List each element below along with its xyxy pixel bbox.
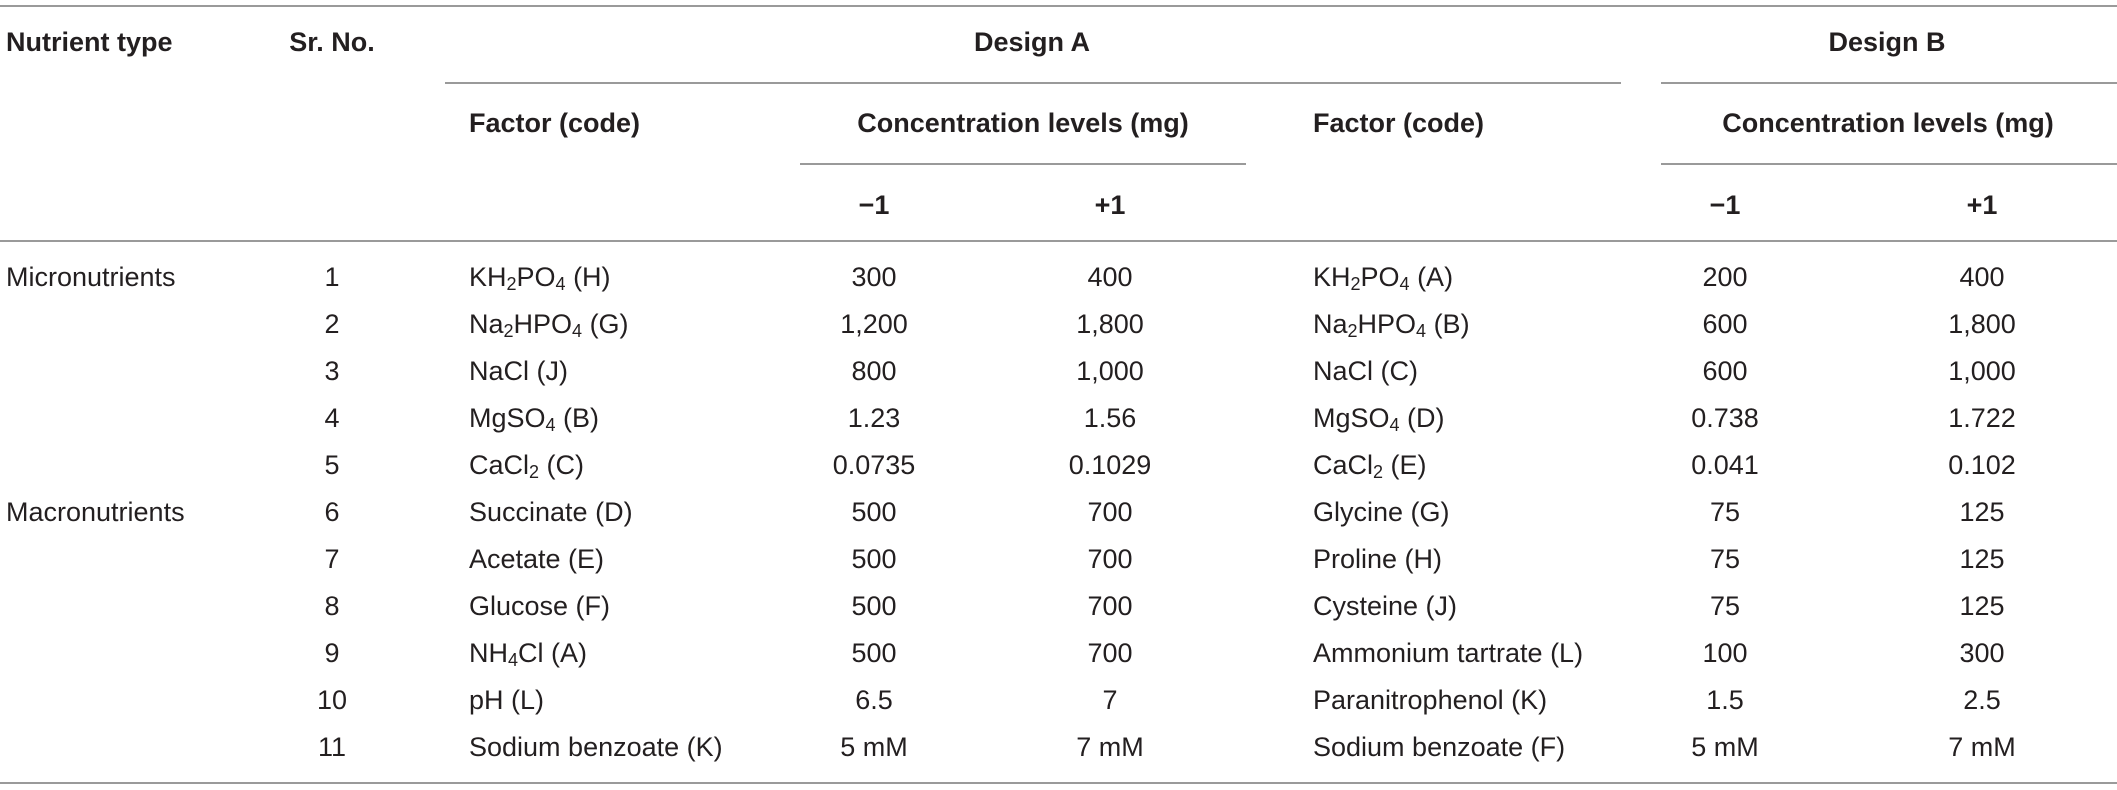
design-b-plus-cell: 1,000 <box>1948 356 2016 386</box>
factor-a-cell <box>469 449 584 481</box>
header-design-a: Design A <box>973 27 1091 57</box>
table-top-rule <box>0 5 2117 7</box>
design-a-plus-cell: 700 <box>1087 544 1133 574</box>
sr-no-cell: 6 <box>324 497 340 527</box>
formula-text: PO <box>516 262 556 292</box>
formula-subscript: 4 <box>1389 415 1400 435</box>
design-a-plus-cell: 1.56 <box>1083 403 1137 433</box>
design-b-minus-cell: 600 <box>1702 356 1748 386</box>
formula-subscript: 2 <box>1347 321 1358 341</box>
factor-b-cell <box>1313 731 1565 763</box>
table-bottom-rule <box>0 782 2117 784</box>
formula-text: (G) <box>582 309 629 339</box>
formula-subscript: 2 <box>1350 274 1361 294</box>
formula-text: Cl (A) <box>518 638 588 668</box>
factor-a-cell <box>469 355 568 387</box>
design-a-minus-cell: 500 <box>851 497 897 527</box>
design-b-plus-cell: 400 <box>1959 262 2005 292</box>
formula-text: NaCl (C) <box>1313 356 1418 386</box>
formula-subscript: 2 <box>506 274 517 294</box>
design-b-plus-cell: 125 <box>1959 497 2005 527</box>
factor-b-cell <box>1313 590 1457 622</box>
factor-a-cell <box>469 543 604 575</box>
design-b-plus-cell: 125 <box>1959 591 2005 621</box>
formula-subscript: 4 <box>555 274 566 294</box>
group-label: Macronutrients <box>6 497 185 527</box>
header-factor-code-b: Factor (code) <box>1313 108 1485 138</box>
conc-b-rule <box>1661 163 2117 165</box>
factor-b-cell <box>1313 355 1418 387</box>
formula-subscript: 2 <box>529 462 540 482</box>
formula-subscript: 4 <box>572 321 583 341</box>
sr-no-cell: 9 <box>324 638 340 668</box>
header-plus-a: +1 <box>1094 190 1126 220</box>
formula-subscript: 2 <box>503 321 514 341</box>
design-b-minus-cell: 75 <box>1709 544 1741 574</box>
formula-text: Sodium benzoate (F) <box>1313 732 1566 762</box>
design-a-plus-cell: 7 mM <box>1076 732 1144 762</box>
header-conc-levels-b: Concentration levels (mg) <box>1722 108 2054 138</box>
sr-no-cell: 10 <box>316 685 348 715</box>
design-b-plus-cell: 1.722 <box>1948 403 2016 433</box>
formula-text: KH <box>1313 262 1351 292</box>
design-b-plus-cell: 7 mM <box>1948 732 2016 762</box>
formula-text: (B) <box>1426 309 1470 339</box>
formula-text: Paranitrophenol (K) <box>1313 685 1548 715</box>
formula-subscript: 4 <box>545 415 556 435</box>
design-b-plus-cell: 300 <box>1959 638 2005 668</box>
header-minus-a: −1 <box>858 190 890 220</box>
design-b-minus-cell: 1.5 <box>1706 685 1744 715</box>
design-a-rule <box>445 82 1621 84</box>
group-label: Micronutrients <box>6 262 176 292</box>
formula-subscript: 2 <box>1373 462 1384 482</box>
sr-no-cell: 3 <box>324 356 340 386</box>
formula-text: pH (L) <box>469 685 545 715</box>
factor-b-cell <box>1313 637 1583 669</box>
design-b-minus-cell: 100 <box>1702 638 1748 668</box>
design-a-plus-cell: 700 <box>1087 638 1133 668</box>
design-b-minus-cell: 600 <box>1702 309 1748 339</box>
factor-a-cell <box>469 684 544 716</box>
formula-text: Succinate (D) <box>469 497 633 527</box>
sr-no-cell: 8 <box>324 591 340 621</box>
formula-text: PO <box>1360 262 1400 292</box>
formula-text: KH <box>469 262 507 292</box>
formula-text: Na <box>1313 309 1348 339</box>
design-a-minus-cell: 6.5 <box>855 685 893 715</box>
design-a-minus-cell: 500 <box>851 591 897 621</box>
factor-a-cell <box>469 402 599 434</box>
factor-a-cell <box>469 496 633 528</box>
formula-text: CaCl <box>469 450 530 480</box>
design-b-minus-cell: 0.738 <box>1691 403 1759 433</box>
factor-b-cell <box>1313 449 1427 481</box>
design-b-minus-cell: 200 <box>1702 262 1748 292</box>
formula-text: (E) <box>1383 450 1427 480</box>
design-a-minus-cell: 1.23 <box>847 403 901 433</box>
formula-subscript: 4 <box>1416 321 1427 341</box>
design-a-minus-cell: 1,200 <box>840 309 908 339</box>
factor-b-cell <box>1313 261 1453 293</box>
formula-text: CaCl <box>1313 450 1374 480</box>
design-b-plus-cell: 1,800 <box>1948 309 2016 339</box>
design-a-minus-cell: 500 <box>851 544 897 574</box>
formula-text: MgSO <box>1313 403 1390 433</box>
formula-text: (D) <box>1399 403 1445 433</box>
formula-text: MgSO <box>469 403 546 433</box>
formula-text: Acetate (E) <box>469 544 605 574</box>
factor-b-cell <box>1313 684 1547 716</box>
header-design-b: Design B <box>1828 27 1946 57</box>
factor-a-cell <box>469 731 723 763</box>
factor-b-cell <box>1313 496 1450 528</box>
formula-subscript: 4 <box>508 650 519 670</box>
header-sr-no: Sr. No. <box>289 27 375 57</box>
design-a-plus-cell: 1,000 <box>1076 356 1144 386</box>
design-a-minus-cell: 500 <box>851 638 897 668</box>
factor-a-cell <box>469 261 611 293</box>
design-b-minus-cell: 75 <box>1709 591 1741 621</box>
factor-a-cell <box>469 590 610 622</box>
formula-text: Ammonium tartrate (L) <box>1313 638 1584 668</box>
design-a-minus-cell: 800 <box>851 356 897 386</box>
sr-no-cell: 2 <box>324 309 340 339</box>
design-a-plus-cell: 700 <box>1087 497 1133 527</box>
factor-b-cell <box>1313 543 1442 575</box>
design-a-minus-cell: 5 mM <box>840 732 908 762</box>
sr-no-cell: 11 <box>317 732 347 762</box>
design-a-plus-cell: 700 <box>1087 591 1133 621</box>
factor-a-cell <box>469 637 587 669</box>
design-b-rule <box>1661 82 2117 84</box>
design-a-plus-cell: 400 <box>1087 262 1133 292</box>
formula-text: (B) <box>555 403 600 433</box>
formula-text: Na <box>469 309 504 339</box>
design-b-plus-cell: 0.102 <box>1948 450 2016 480</box>
sr-no-cell: 1 <box>324 262 340 292</box>
header-minus-b: −1 <box>1709 190 1741 220</box>
formula-text: HPO <box>1357 309 1417 339</box>
conc-a-rule <box>800 163 1246 165</box>
header-plus-b: +1 <box>1966 190 1998 220</box>
header-bottom-rule <box>0 240 2117 242</box>
formula-text: NaCl (J) <box>469 356 568 386</box>
header-conc-levels-a: Concentration levels (mg) <box>857 108 1189 138</box>
header-factor-code-a: Factor (code) <box>469 108 641 138</box>
formula-text: (H) <box>565 262 611 292</box>
design-b-minus-cell: 75 <box>1709 497 1741 527</box>
formula-text: NH <box>469 638 508 668</box>
factor-b-cell <box>1313 308 1470 340</box>
formula-text: Cysteine (J) <box>1313 591 1458 621</box>
design-a-plus-cell: 7 <box>1102 685 1118 715</box>
formula-text: HPO <box>513 309 573 339</box>
factor-a-cell <box>469 308 629 340</box>
design-b-plus-cell: 2.5 <box>1963 685 2001 715</box>
formula-text: Glycine (G) <box>1313 497 1450 527</box>
factor-b-cell <box>1313 402 1445 434</box>
design-b-minus-cell: 5 mM <box>1691 732 1759 762</box>
design-a-plus-cell: 0.1029 <box>1068 450 1152 480</box>
sr-no-cell: 5 <box>324 450 340 480</box>
sr-no-cell: 4 <box>324 403 340 433</box>
design-a-minus-cell: 0.0735 <box>832 450 916 480</box>
formula-text: (C) <box>539 450 585 480</box>
design-b-minus-cell: 0.041 <box>1691 450 1759 480</box>
formula-text: (A) <box>1409 262 1454 292</box>
formula-text: Proline (H) <box>1313 544 1443 574</box>
formula-text: Glucose (F) <box>469 591 611 621</box>
sr-no-cell: 7 <box>324 544 340 574</box>
header-nutrient-type: Nutrient type <box>6 27 173 57</box>
design-a-minus-cell: 300 <box>851 262 897 292</box>
design-a-plus-cell: 1,800 <box>1076 309 1144 339</box>
formula-subscript: 4 <box>1399 274 1410 294</box>
formula-text: Sodium benzoate (K) <box>469 732 723 762</box>
design-b-plus-cell: 125 <box>1959 544 2005 574</box>
